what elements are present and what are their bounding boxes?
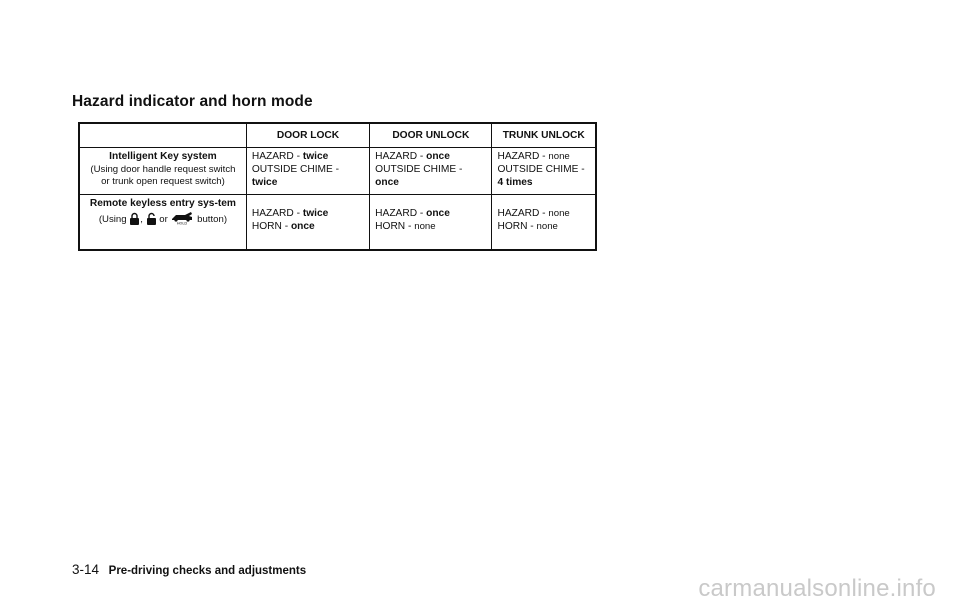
lock-open-icon [146,212,157,225]
row-label-intelligent-key [79,148,246,195]
page-number: 3-14 [72,562,100,577]
hazard-label: HAZARD - [251,208,303,219]
hazard-label: HAZARD - [497,208,549,219]
cell-ik-door-lock [246,148,369,195]
horn-value: none [414,220,436,232]
hazard-value: once [426,151,450,162]
chime-label: OUTSIDE CHIME - [251,163,340,175]
chime-label: OUTSIDE CHIME - [375,163,463,175]
trunk-icon-text: HOLD [177,221,188,225]
hazard-horn-table [78,122,597,251]
row-subtitle [85,211,241,226]
page-footer [72,562,306,577]
lock-closed-icon [129,212,140,225]
table-row-intelligent-key [79,148,596,195]
header-empty [79,123,246,148]
row-subtitle: (Using door handle request switch or trunk open request switch) [90,163,236,187]
hazard-value: none [548,208,570,219]
table-row-remote-keyless [79,195,596,251]
hazard-value: twice [302,151,329,162]
hazard-value: once [426,208,450,219]
chime-value: twice [251,176,278,188]
trunk-open-icon [170,211,194,225]
section-title: Hazard indicator and horn mode [72,93,313,110]
horn-label: HORN - [497,220,537,232]
row-title: Intelligent Key system [109,151,217,162]
chime-label: OUTSIDE CHIME - [497,163,585,175]
cell-rke-door-unlock [370,195,492,251]
hazard-value: twice [302,208,329,219]
row-label-remote-keyless [79,195,246,251]
chime-value: 4 times [497,176,533,188]
horn-value: once [290,220,315,232]
hazard-label: HAZARD - [375,151,427,162]
horn-value: none [536,220,558,232]
header-door-unlock: DOOR UNLOCK [370,123,492,148]
cell-ik-trunk-unlock [492,148,596,195]
row-title: Remote keyless entry sys-tem [89,198,236,209]
table-header-row [79,123,596,148]
header-trunk-unlock: TRUNK UNLOCK [492,123,596,148]
sub-or: or [159,213,168,225]
cell-ik-door-unlock [370,148,492,195]
sub-postfix: button) [197,213,228,225]
watermark: carmanualsonline.info [698,575,936,602]
hazard-label: HAZARD - [375,208,427,219]
horn-label: HORN - [251,220,291,232]
hazard-label: HAZARD - [251,151,303,162]
hazard-label: HAZARD - [497,151,549,162]
horn-label: HORN - [375,220,415,232]
sub-prefix: (Using [98,213,127,225]
footer-section-title: Pre-driving checks and adjustments [108,565,307,577]
header-door-lock: DOOR LOCK [246,123,369,148]
hazard-value: none [548,151,570,162]
chime-value: once [375,176,399,188]
sub-comma: , [140,213,143,225]
cell-rke-trunk-unlock [492,195,596,251]
cell-rke-door-lock [246,195,369,251]
